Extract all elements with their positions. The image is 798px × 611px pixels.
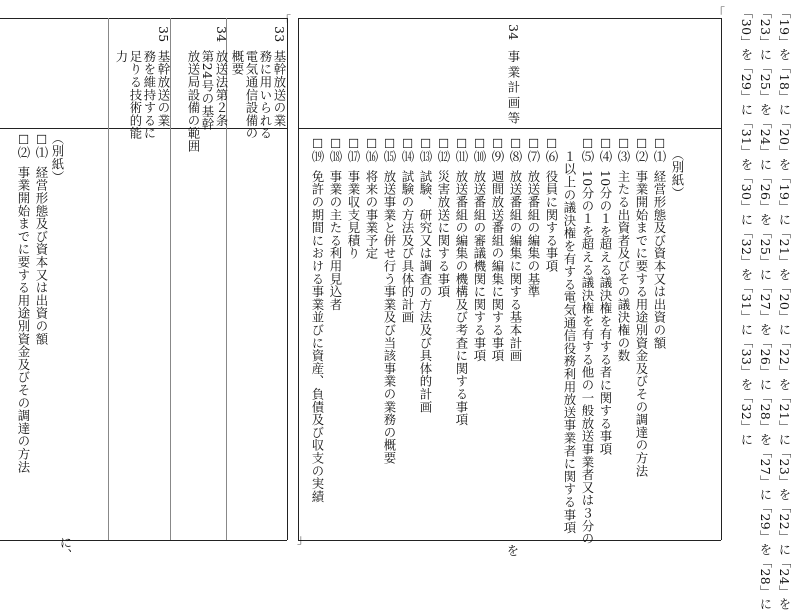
item-number: ⑻	[508, 150, 523, 163]
block2-right-rule	[287, 18, 288, 540]
checkbox-icon: ☐	[436, 136, 451, 152]
block1-divider	[298, 128, 721, 129]
item-number: ⑸	[580, 150, 595, 163]
checkbox-icon: ☐	[310, 136, 325, 152]
item-text: 事業の主たる利用見込者	[328, 170, 343, 311]
block2-top-rule	[0, 18, 287, 19]
checkbox-icon: ☐	[652, 136, 667, 152]
block2-connector: に、	[58, 536, 73, 562]
item-text: 放送番組の編集に関する基本計画	[508, 170, 523, 362]
item-number: ⒂	[382, 150, 397, 163]
item-number: ⒀	[418, 150, 433, 163]
item-number: ⑴	[34, 146, 49, 159]
item-number: ⑴	[652, 150, 667, 163]
item-number: ⒁	[400, 150, 415, 163]
block1-annex-label: （別紙）	[670, 148, 685, 200]
block2-annex-label: （別紙）	[50, 132, 65, 184]
item-text: 放送番組の審議機関に関する事項	[472, 170, 487, 362]
item-number: ⑽	[472, 150, 487, 163]
block1-top-rule	[298, 18, 721, 19]
item-text: 放送事業と併せ行う事業及び当該事業の業務の概要	[382, 170, 397, 465]
item-text: 10分の１を超える議決権を有する他の一般放送事業者又は３分の	[580, 170, 595, 545]
row-label-line: 概要	[230, 50, 245, 76]
checkbox-icon: ☐	[526, 136, 541, 152]
item-text: 経営形態及び資本又は出資の額	[34, 166, 49, 346]
block2-row-sep-3	[108, 18, 109, 540]
item-text: 経営形態及び資本又は出資の額	[652, 170, 667, 350]
item-number: ⒅	[328, 150, 343, 163]
item-text: 事業開始までに要する用途別資金及びその調達の方法	[16, 166, 31, 474]
block1-connector: を	[505, 544, 520, 557]
item-number: ⑷	[598, 150, 613, 163]
row-label-line: 放送法第２条	[214, 50, 229, 127]
row-label-line: 務に用いられる	[258, 50, 273, 140]
intro-line-2: 「23」に「25」を「24」に「26」を「25」に「27」を「26」に「28」を「27」に「29」を「28」に	[758, 6, 773, 611]
item-text: 放送番組の編集の基準	[526, 170, 541, 298]
item-text: 事業収支見積り	[346, 170, 361, 260]
block2-open-bracket: 「	[279, 14, 292, 28]
block2-bottom-rule	[0, 540, 287, 541]
item-text: 事業開始までに要する用途別資金及びその調達の方法	[634, 170, 649, 478]
block1-left-rule	[298, 18, 299, 540]
row-number: 34	[214, 26, 229, 43]
item-number: ⑵	[634, 150, 649, 163]
item-text: 10分の１を超える議決権を有する者に関する事項	[598, 170, 613, 456]
item-text: 免許の期間における事業並びに資産、負債及び収支の実績	[310, 170, 325, 503]
row-label-line: 基幹放送の業	[156, 50, 171, 127]
checkbox-icon: ☐	[544, 136, 559, 152]
checkbox-icon: ☐	[34, 132, 49, 148]
item-text: 主たる出資者及びその議決権の数	[616, 170, 631, 362]
item-number: ⑵	[16, 146, 31, 159]
item-text-continuation: １以上の議決権を有する電気通信役務利用放送事業者に関する事項	[562, 150, 577, 534]
row-number: 35	[156, 26, 171, 43]
row-label-line: 電気通信設備の	[244, 50, 259, 140]
row-label-line: 基幹放送の業	[272, 50, 287, 127]
checkbox-icon: ☐	[16, 132, 31, 148]
checkbox-icon: ☐	[508, 136, 523, 152]
block1-open-bracket: 「	[713, 6, 726, 20]
checkbox-icon: ☐	[328, 136, 343, 152]
item-number: ⑿	[436, 150, 451, 163]
item-number: ⑾	[454, 150, 469, 163]
checkbox-icon: ☐	[346, 136, 361, 152]
item-text: 災害放送に関する事項	[436, 170, 451, 298]
row-label-line: 放送局設備の範囲	[186, 50, 201, 153]
item-number: ⒃	[364, 150, 379, 163]
checkbox-icon: ☐	[490, 136, 505, 152]
item-number: ⑶	[616, 150, 631, 163]
item-number: ⒄	[346, 150, 361, 163]
item-text: 将来の事業予定	[364, 170, 379, 260]
intro-line-1: 「19」を「18」に「20」を「19」に「21」を「20」に「22」を「21」に「23」を「22」に「24」を	[777, 6, 792, 611]
checkbox-icon: ☐	[454, 136, 469, 152]
block1-label-num: 34	[506, 24, 521, 41]
row-label-line: 務を維持するに	[142, 50, 157, 140]
item-text: 試験、研究又は調査の方法及び具体的計画	[418, 170, 433, 414]
block1-label-text: 事業計画等	[506, 50, 521, 127]
item-number: ⑹	[544, 150, 559, 163]
checkbox-icon: ☐	[400, 136, 415, 152]
checkbox-icon: ☐	[616, 136, 631, 152]
checkbox-icon: ☐	[382, 136, 397, 152]
row-label-line: 足りる技術的能	[128, 50, 143, 140]
item-text: 週間放送番組の編集に関する事項	[490, 170, 505, 362]
intro-line-3: 「30」を「29」に「31」を「30」に「32」を「31」に「33」を「32」に	[739, 6, 754, 446]
checkbox-icon: ☐	[364, 136, 379, 152]
row-number: 33	[272, 26, 287, 43]
item-number: ⑺	[526, 150, 541, 163]
checkbox-icon: ☐	[598, 136, 613, 152]
item-text: 試験の方法及び具体的計画	[400, 170, 415, 324]
item-text: 放送番組の編集の機構及び考査に関する事項	[454, 170, 469, 426]
item-number: ⑼	[490, 150, 505, 163]
block1-right-rule	[721, 18, 722, 540]
block1-close-bracket: 」	[297, 532, 310, 546]
item-text: 役員に関する事項	[544, 170, 559, 273]
row-label-line: 力	[114, 50, 129, 63]
checkbox-icon: ☐	[580, 136, 595, 152]
checkbox-icon: ☐	[634, 136, 649, 152]
block1-bottom-rule	[298, 540, 721, 541]
item-number: ⒆	[310, 150, 325, 163]
checkbox-icon: ☐	[418, 136, 433, 152]
checkbox-icon: ☐	[472, 136, 487, 152]
row-label-line: 第24号の基幹	[200, 50, 215, 131]
